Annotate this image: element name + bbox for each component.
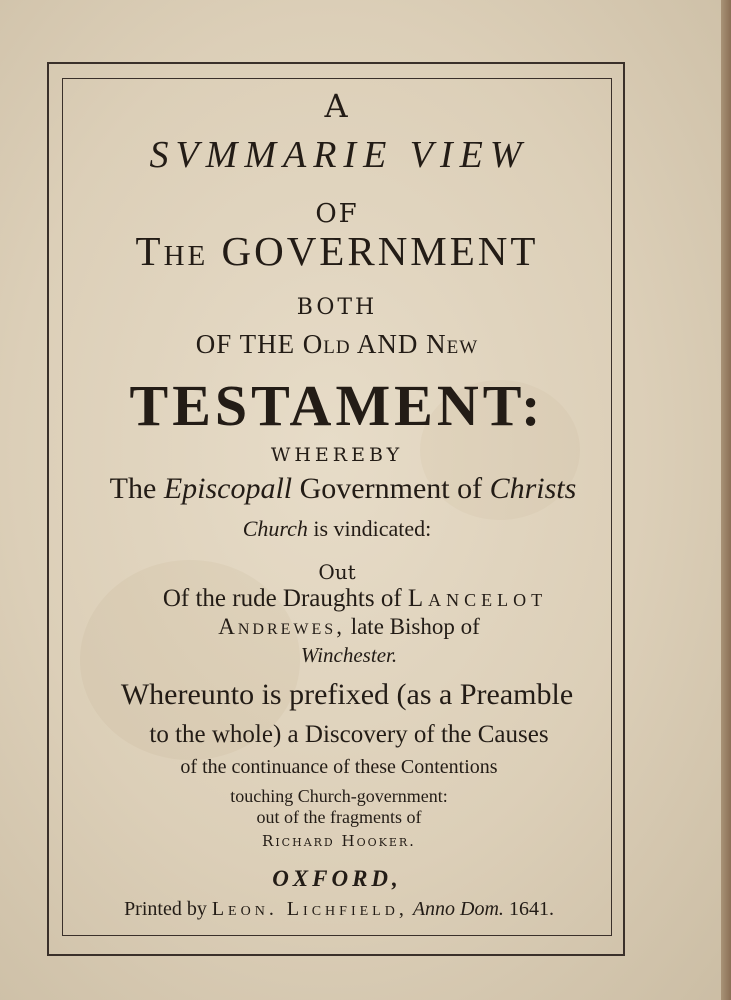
word-the: The xyxy=(109,472,157,505)
imprint-line xyxy=(64,899,614,919)
printer-name: Leon. Lichfield, xyxy=(211,898,408,920)
words-printed-by: Printed by xyxy=(124,898,207,920)
imprint-year: 1641. xyxy=(508,898,554,920)
word-church: Church xyxy=(242,516,308,541)
title-testament: TESTAMENT: xyxy=(129,373,545,438)
line-fragments: out of the fragments of xyxy=(256,807,422,827)
title-old-and-new: OF THE Old AND New xyxy=(195,329,479,359)
words-vindicated: is vindicated: xyxy=(313,516,432,541)
page-edge xyxy=(721,0,731,1000)
word-episcopall: Episcopall xyxy=(163,472,293,505)
line-discovery: to the whole) a Discovery of the Causes xyxy=(149,721,549,748)
words-late-bishop: late Bishop of xyxy=(350,614,480,639)
title-line-a: A xyxy=(324,87,350,125)
words-anno-dom: Anno Dom. xyxy=(412,898,504,920)
words-rude-draughts: Of the rude Draughts of xyxy=(162,585,402,612)
title-line-both: BOTH xyxy=(296,295,378,320)
line-touching: touching Church-government: xyxy=(230,786,448,806)
name-lancelot: Lancelot xyxy=(407,585,548,612)
words-government-of: Government of xyxy=(299,472,483,505)
line-whereby: WHEREBY xyxy=(270,444,404,466)
line-whereunto: Whereunto is prefixed (as a Preamble xyxy=(120,678,574,711)
line-winchester: Winchester. xyxy=(300,643,398,667)
line-episcopall-government xyxy=(68,474,618,504)
line-out: Out xyxy=(318,560,356,584)
name-andrewes: Andrewes, xyxy=(218,614,345,639)
title-government: The GOVERNMENT xyxy=(135,228,539,274)
line-andrewes xyxy=(74,615,624,638)
line-continuance: of the continuance of these Contentions xyxy=(180,756,498,778)
line-church-vindicated xyxy=(62,518,612,540)
imprint-place: OXFORD, xyxy=(272,866,402,891)
word-christs: Christs xyxy=(489,472,577,505)
line-rude-draughts xyxy=(80,586,630,611)
title-line-of: OF xyxy=(315,199,359,229)
title-summarie-view: SVMMARIE VIEW xyxy=(149,134,529,176)
name-richard-hooker: Richard Hooker. xyxy=(262,832,416,850)
